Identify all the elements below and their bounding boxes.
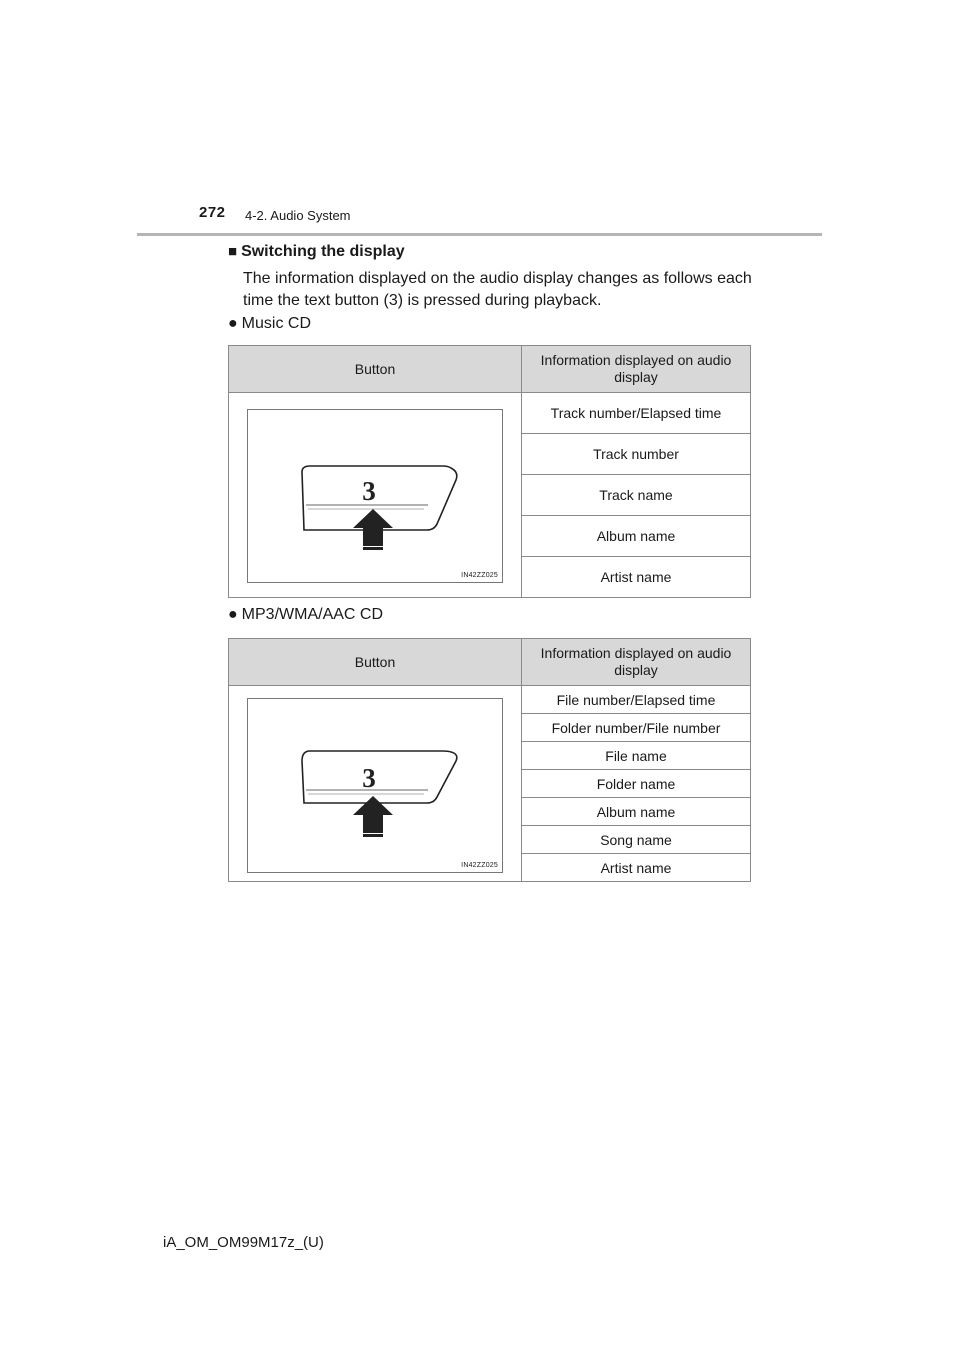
- square-bullet-icon: ■: [228, 243, 238, 260]
- arrow-base: [363, 834, 383, 837]
- info-cell: Artist name: [522, 557, 751, 598]
- column-header-button: Button: [229, 346, 522, 393]
- column-header-info: Information displayed on audio display: [522, 639, 751, 686]
- info-cell: Song name: [522, 826, 751, 854]
- table-row: [229, 686, 751, 714]
- info-cell: Folder name: [522, 770, 751, 798]
- column-header-button: Button: [229, 639, 522, 686]
- info-cell: Album name: [522, 516, 751, 557]
- info-cell: Artist name: [522, 854, 751, 882]
- illustration-code: IN42ZZ025: [461, 572, 498, 579]
- music-cd-table: [228, 345, 751, 598]
- header-divider: [137, 233, 822, 236]
- button-illustration-cell: [229, 686, 522, 882]
- bullet-dot-icon: ●: [228, 315, 238, 332]
- text-button-illustration: [247, 409, 503, 583]
- info-cell: Folder number/File number: [522, 714, 751, 742]
- button-number-label: 3: [362, 476, 376, 506]
- bullet-label: MP3/WMA/AAC CD: [241, 606, 384, 623]
- info-cell: Track name: [522, 475, 751, 516]
- heading-text: Switching the display: [241, 243, 405, 260]
- info-cell: Track number/Elapsed time: [522, 393, 751, 434]
- info-cell: File name: [522, 742, 751, 770]
- bullet-label: Music CD: [241, 315, 312, 332]
- intro-paragraph: The information displayed on the audio display changes as follows each time the text button (3) is pressed during playback.: [243, 270, 752, 309]
- arrow-base: [363, 547, 383, 550]
- section-heading: [228, 243, 405, 261]
- button-illustration-cell: [229, 393, 522, 598]
- button-3-illustration: [248, 699, 502, 872]
- document-code: iA_OM_OM99M17z_(U): [163, 1234, 324, 1251]
- bullet-dot-icon: ●: [228, 606, 238, 623]
- bullet-mp3-cd: [228, 606, 383, 624]
- info-cell: File number/Elapsed time: [522, 686, 751, 714]
- table-header-row: [229, 346, 751, 393]
- text-button-illustration: [247, 698, 503, 873]
- button-number-label: 3: [362, 763, 376, 793]
- illustration-code: IN42ZZ025: [461, 862, 498, 869]
- button-3-illustration: [248, 410, 502, 582]
- info-cell: Album name: [522, 798, 751, 826]
- table-row: [229, 393, 751, 434]
- mp3-cd-table: [228, 638, 751, 882]
- table-header-row: [229, 639, 751, 686]
- section-title: 4-2. Audio System: [245, 208, 351, 223]
- page-number: 272: [199, 204, 226, 221]
- info-cell: Track number: [522, 434, 751, 475]
- bullet-music-cd: [228, 315, 311, 333]
- column-header-info: Information displayed on audio display: [522, 346, 751, 393]
- button-outline: [302, 751, 457, 803]
